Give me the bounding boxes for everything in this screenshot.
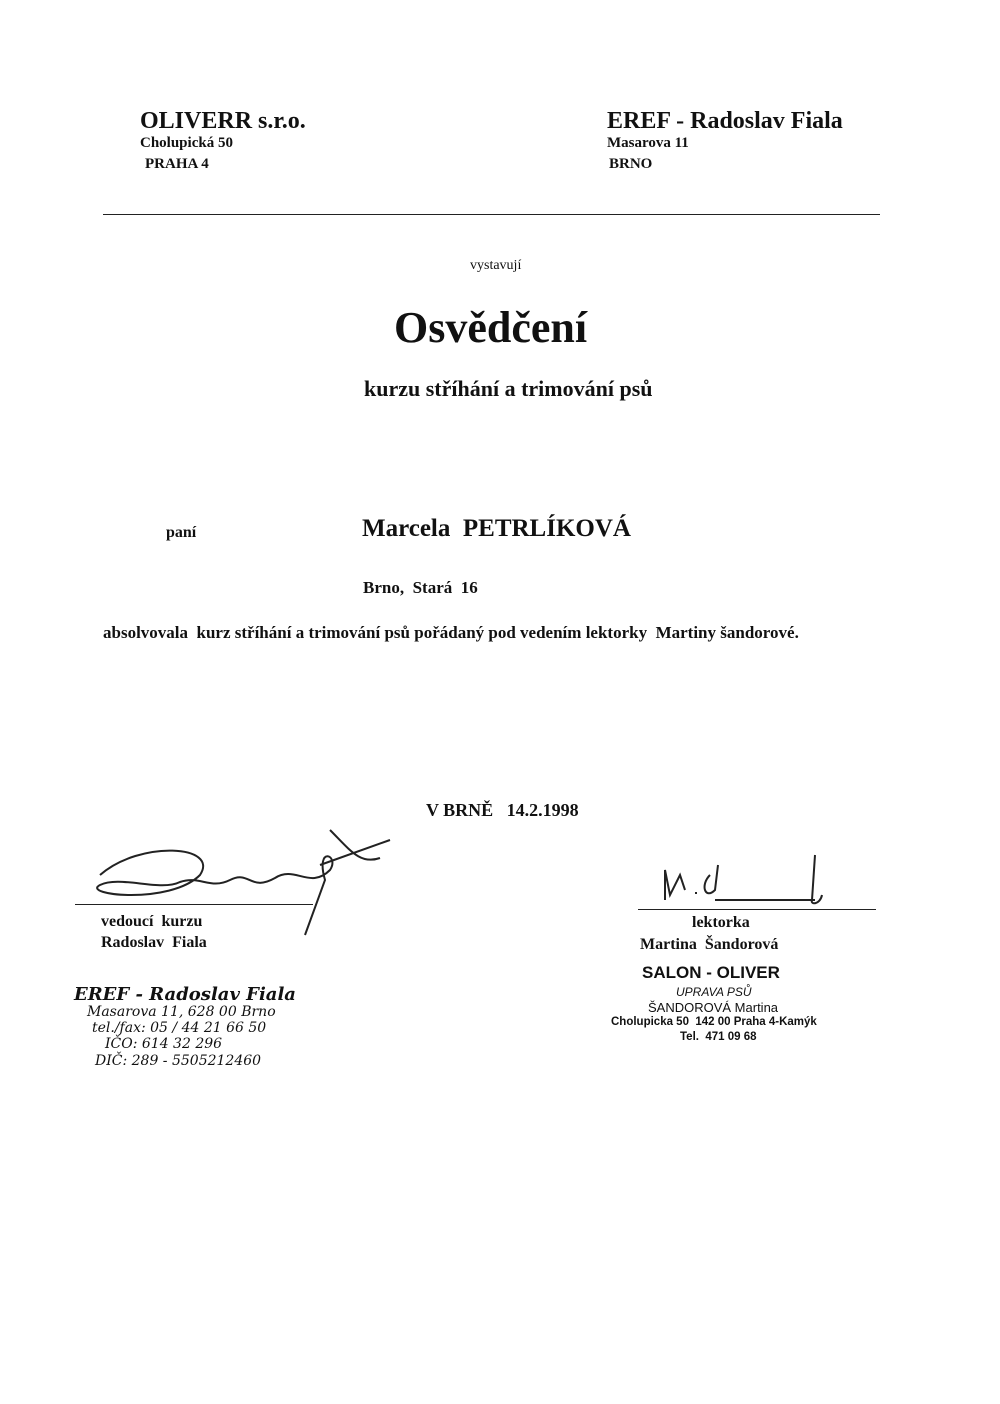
stamp-left-line4: IČO: 614 32 296 bbox=[105, 1036, 223, 1052]
document-title: Osvědčení bbox=[394, 303, 588, 352]
stamp-right-line2: UPRAVA PSŮ bbox=[676, 985, 752, 999]
stamp-right-line1: SALON - OLIVER bbox=[642, 963, 780, 982]
stamp-left-line5: DIČ: 289 - 5505212460 bbox=[95, 1053, 262, 1069]
stamp-right-line5: Tel. 471 09 68 bbox=[680, 1031, 757, 1043]
signature-left-role: vedoucí kurzu bbox=[101, 913, 203, 930]
signature-line-left bbox=[75, 904, 313, 905]
signature-right-role: lektorka bbox=[692, 914, 750, 931]
header-right-city: BRNO bbox=[609, 156, 653, 172]
document-subtitle: kurzu stříhání a trimování psů bbox=[364, 376, 653, 401]
issue-verb: vystavují bbox=[470, 258, 522, 273]
header-left-city: PRAHA 4 bbox=[145, 156, 209, 172]
recipient-name: Marcela PETRLÍKOVÁ bbox=[362, 515, 631, 542]
header-right-company: EREF - Radoslav Fiala bbox=[607, 108, 843, 134]
stamp-right-line4: Cholupicka 50 142 00 Praha 4-Kamýk bbox=[611, 1016, 817, 1028]
statement: absolvovala kurz stříhání a trimování psů pořádaný pod vedením lektorky Martiny šandorové. bbox=[103, 623, 799, 642]
header-left-company: OLIVERR s.r.o. bbox=[140, 108, 306, 134]
header-left-street: Cholupická 50 bbox=[140, 135, 233, 151]
stamp-left-line3: tel./fax: 05 / 44 21 66 50 bbox=[92, 1020, 267, 1036]
recipient-address: Brno, Stará 16 bbox=[363, 578, 478, 597]
header-divider bbox=[103, 214, 880, 215]
signature-left-name: Radoslav Fiala bbox=[101, 934, 207, 951]
signature-right-name: Martina Šandorová bbox=[640, 936, 779, 953]
stamp-left-line1: EREF - Radoslav Fiala bbox=[74, 984, 296, 1005]
stamp-right-line3: ŠANDOROVÁ Martina bbox=[648, 1000, 779, 1015]
header-right-street: Masarova 11 bbox=[607, 135, 689, 151]
place-date: V BRNĚ 14.2.1998 bbox=[426, 800, 579, 820]
stamp-left-line2: Masarova 11, 628 00 Brno bbox=[87, 1004, 276, 1020]
salutation: paní bbox=[166, 524, 197, 541]
signature-line-right bbox=[638, 909, 876, 910]
signature-right bbox=[640, 845, 840, 915]
